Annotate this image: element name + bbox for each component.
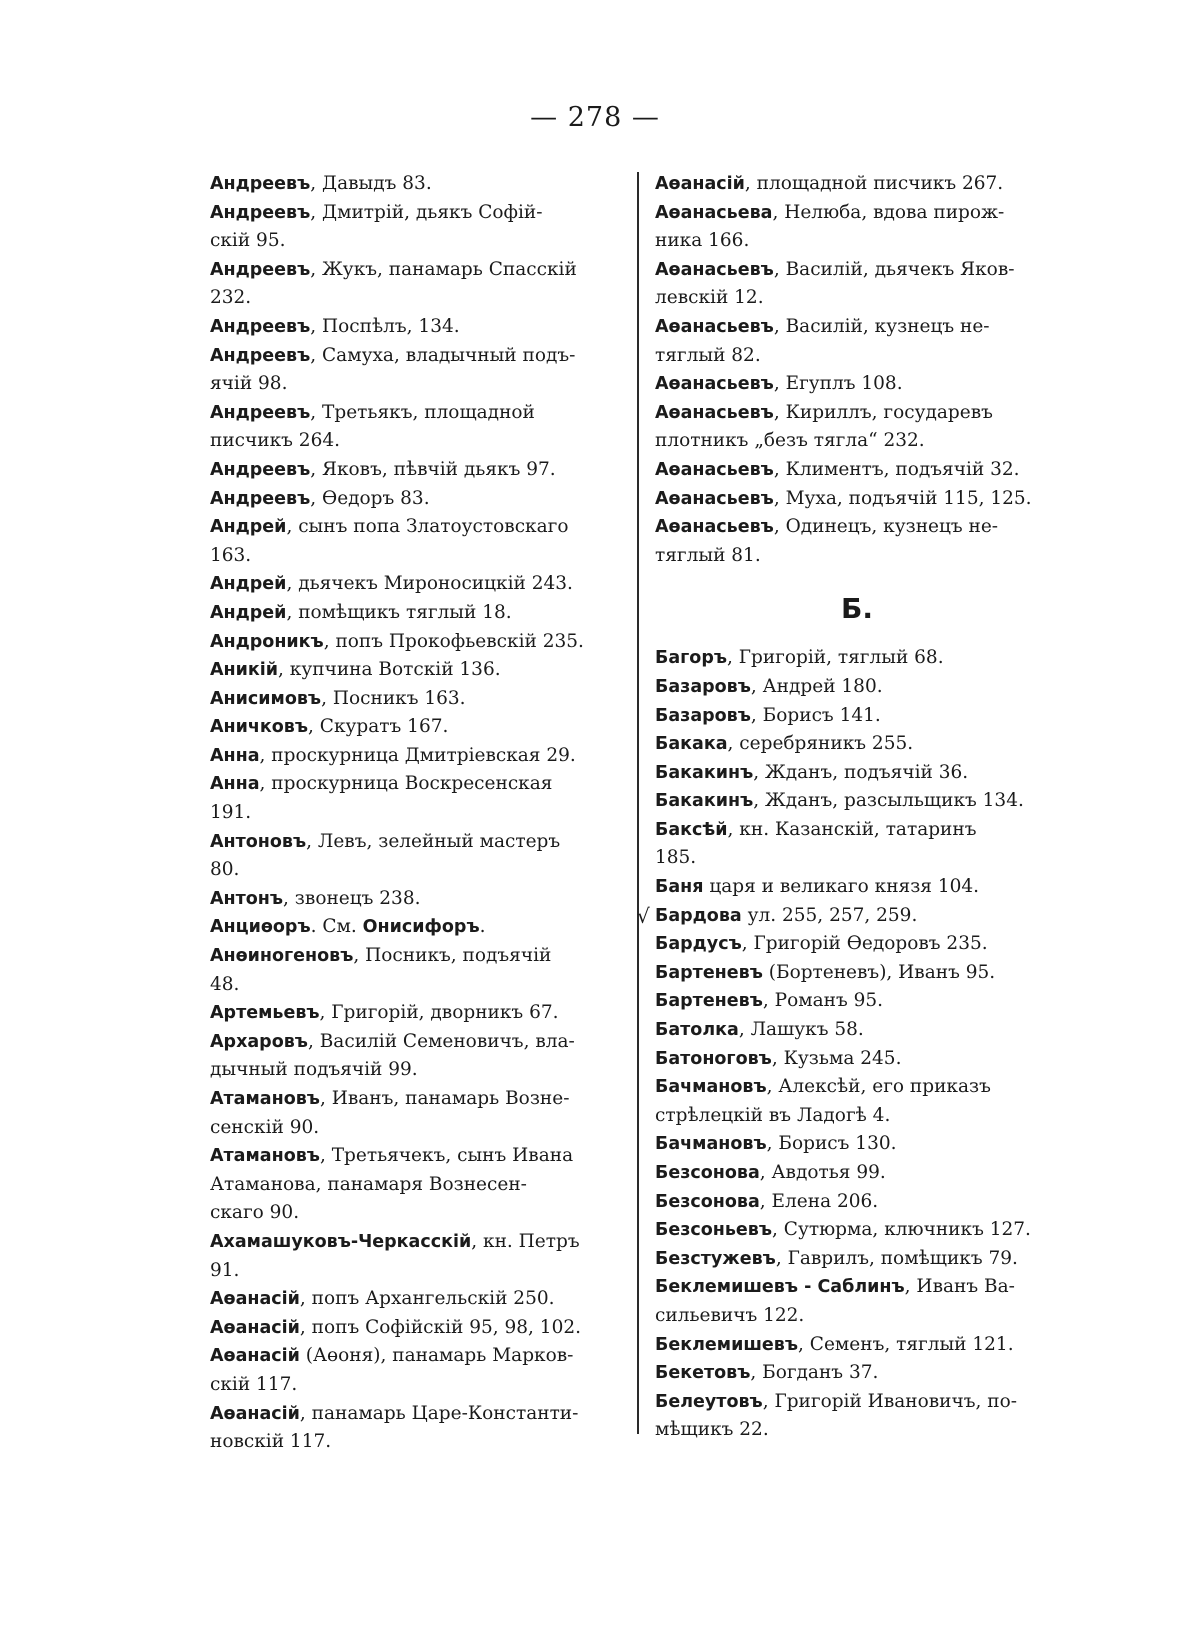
index-entry (210, 628, 618, 657)
index-entry (655, 1188, 1059, 1217)
entry-heading: Безсонова (655, 1163, 760, 1183)
entry-heading: Андреевъ (210, 316, 311, 337)
index-entry (210, 1142, 618, 1228)
entry-text: , Сутюрма, ключникъ 127. (772, 1219, 1031, 1241)
entry-heading: Андрей (210, 574, 287, 595)
entry-heading: Андреевъ (210, 259, 311, 280)
index-entry (210, 599, 618, 628)
entry-heading: Атамановъ (210, 1146, 320, 1167)
entry-text: , попъ Прокофьевскій 235. (323, 630, 584, 652)
entry-text: , площадной писчикъ 267. (744, 173, 1004, 194)
entry-heading: Безсоньевъ (655, 1220, 773, 1241)
entry-text: царя и великаго князя 104. (703, 876, 980, 898)
entry-text: , Василій, кузнецъ не- (773, 315, 990, 337)
entry-text: , кн. Казанскій, татаринъ (727, 818, 977, 840)
index-entry (655, 873, 1059, 902)
entry-heading: Бакакинъ (655, 762, 754, 783)
entry-text: (Бортеневъ), Иванъ 95. (762, 961, 996, 983)
entry-heading: Беклемишевъ (655, 1334, 799, 1355)
entry-continuation: 91. (210, 1259, 240, 1281)
index-entry (655, 759, 1059, 788)
index-entry (210, 713, 618, 742)
index-entry (210, 342, 618, 399)
entry-text: , серебряникъ 255. (727, 733, 914, 755)
entry-continuation: скій 95. (210, 230, 286, 252)
entry-heading: Андреевъ (210, 202, 311, 223)
index-entry (637, 902, 1059, 931)
entry-heading: Андреевъ (210, 488, 311, 509)
entry-text: , панамарь Царе-Константи- (299, 1402, 579, 1424)
index-entry (655, 170, 1059, 199)
entry-continuation: тяглый 82. (655, 344, 761, 366)
entry-heading: Ахамашуковъ-Черкасскій (210, 1231, 472, 1252)
entry-text: , Романъ 95. (762, 990, 884, 1012)
entry-heading: Аөанасьевъ (655, 459, 774, 480)
entry-text: , Жукъ, панамарь Спасскій (310, 258, 577, 280)
entry-heading: Бакакинъ (655, 791, 754, 812)
entry-text: (Аөоня), панамарь Марков- (299, 1345, 574, 1367)
entry-heading: Безсонова (655, 1191, 760, 1212)
entry-text: , Посникъ 163. (321, 687, 466, 709)
entry-heading: Анциөоръ (210, 917, 311, 938)
entry-text: , Дмитрій, дьякъ Софій- (310, 201, 543, 223)
entry-continuation: ника 166. (655, 230, 750, 252)
entry-text: , Жданъ, разсыльщикъ 134. (753, 790, 1024, 812)
entry-text: , Одинецъ, кузнецъ не- (773, 516, 999, 538)
index-entry (210, 999, 618, 1028)
index-entry (655, 730, 1059, 759)
entry-text: , Лашукъ 58. (738, 1019, 864, 1041)
index-entry (655, 399, 1059, 456)
entry-heading: Атамановъ (210, 1089, 320, 1109)
entry-continuation: 185. (655, 847, 697, 869)
check-mark: √ (637, 903, 650, 928)
entry-continuation: сенскій 90. (210, 1116, 320, 1138)
entry-text: , Григорій, дворникъ 67. (319, 1002, 559, 1024)
entry-heading: Базаровъ (655, 676, 751, 697)
entry-heading: Аничковъ (210, 717, 309, 738)
entry-continuation: 163. (210, 544, 252, 566)
entry-text: , Третьячекъ, сынъ Ивана (319, 1145, 574, 1167)
entry-text: , Иванъ, панамарь Возне- (319, 1088, 570, 1109)
entry-text: , Левъ, зелейный мастеръ (306, 830, 561, 852)
entry-heading: Анисимовъ (210, 688, 322, 709)
entry-heading: Аөанасій (210, 1403, 300, 1424)
index-entry (210, 199, 618, 256)
entry-heading: Аөанасій (655, 174, 745, 194)
index-entry (210, 1285, 618, 1314)
entry-text: , Поспѣлъ, 134. (310, 315, 460, 337)
index-entry (655, 1245, 1059, 1274)
entry-text: , Гаврилъ, помѣщикъ 79. (775, 1247, 1018, 1269)
entry-heading: Бартеневъ (655, 991, 763, 1012)
index-entry (655, 1388, 1059, 1445)
entry-heading: Баксѣй (655, 819, 728, 840)
entry-heading: Андроникъ (210, 631, 324, 652)
entry-text: , Василій Семеновичъ, вла- (307, 1030, 575, 1052)
index-entry (655, 513, 1059, 570)
entry-heading: Андрей (210, 517, 287, 538)
entry-heading: Анна (210, 774, 260, 795)
entry-heading: Багоръ (655, 648, 727, 669)
entry-heading: Антоновъ (210, 831, 307, 852)
entry-heading: Аөанасьевъ (655, 488, 774, 509)
index-entry (655, 930, 1059, 959)
index-entry (655, 485, 1059, 514)
index-entry (655, 987, 1059, 1016)
entry-text: . См. (310, 916, 363, 938)
entry-heading: Антонъ (210, 888, 284, 909)
index-entry (210, 742, 618, 771)
entry-continuation: писчикъ 264. (210, 430, 340, 452)
entry-heading: Архаровъ (210, 1031, 308, 1052)
entry-continuation: 232. (210, 287, 252, 309)
entry-text: , Посникъ, подъячій (353, 945, 552, 967)
entry-continuation: скаго 90. (210, 1202, 300, 1224)
entry-continuation: новскій 117. (210, 1431, 332, 1453)
entry-heading: Бардусъ (655, 934, 742, 955)
entry-heading: Аөанасій (210, 1289, 300, 1310)
entry-text: , помѣщикъ тяглый 18. (286, 601, 512, 623)
entry-heading: Аникій (210, 660, 279, 681)
entry-text: , Кириллъ, государевъ (773, 401, 993, 423)
index-entry (655, 313, 1059, 370)
index-entry (210, 513, 618, 570)
entry-continuation: ячій 98. (210, 373, 288, 395)
index-entry (655, 456, 1059, 485)
entry-heading: Беклемишевъ - Саблинъ (655, 1277, 905, 1298)
entry-heading: Андреевъ (210, 174, 311, 194)
entry-text: , Третьякъ, площадной (310, 401, 535, 423)
entry-text: , Григорій Ивановичъ, по- (762, 1390, 1017, 1412)
index-entry (655, 959, 1059, 988)
entry-text: , Кузьма 245. (771, 1047, 902, 1069)
entry-text: , Василій, дьячекъ Яков- (773, 258, 1015, 280)
entry-heading: Бакака (655, 734, 728, 755)
entry-heading: Батолка (655, 1020, 739, 1041)
entry-text: , Яковъ, пѣвчій дьякъ 97. (310, 458, 556, 480)
entry-heading: Аөанасьевъ (655, 316, 774, 337)
index-entry (210, 913, 618, 942)
index-entry (655, 1273, 1059, 1330)
index-entry (655, 816, 1059, 873)
entry-text: , Елена 206. (759, 1190, 879, 1212)
index-entry (210, 1400, 618, 1457)
index-entry (210, 313, 618, 342)
entry-heading: Андреевъ (210, 459, 311, 480)
entry-text: , Өедоръ 83. (310, 487, 430, 509)
entry-text: , сынъ попа Златоустовскаго (286, 516, 569, 538)
entry-text: , Жданъ, подъячій 36. (753, 761, 969, 783)
index-entry (655, 199, 1059, 256)
entry-heading: Аөанасьевъ (655, 374, 774, 395)
entry-heading: Бачмановъ (655, 1134, 767, 1155)
entry-continuation: стрѣлецкій въ Ладогѣ 4. (655, 1104, 891, 1126)
index-entry (210, 1342, 618, 1399)
entry-text: , попъ Софійскій 95, 98, 102. (299, 1316, 581, 1338)
index-entry (210, 1228, 618, 1285)
entry-continuation: 80. (210, 859, 240, 881)
index-entry (210, 170, 618, 199)
entry-heading: Аөанасьева (655, 202, 773, 223)
entry-text: , Климентъ, подъячій 32. (773, 458, 1020, 480)
index-entry (210, 828, 618, 885)
index-entry (210, 256, 618, 313)
right-column (637, 170, 1059, 1445)
entry-text: , Муха, подъячій 115, 125. (773, 487, 1032, 509)
entry-text: , проскурница Воскресенская (259, 773, 553, 795)
index-entry (655, 1016, 1059, 1045)
entry-tail: . (479, 916, 486, 938)
index-entry (655, 1159, 1059, 1188)
entry-text: , Скуратъ 167. (308, 716, 449, 738)
index-entry (655, 1331, 1059, 1360)
entry-continuation: левскій 12. (655, 287, 764, 309)
entry-text: , проскурница Дмитріевская 29. (259, 744, 576, 766)
entry-text: , Самуха, владычный подъ- (310, 344, 576, 366)
entry-heading: Аөанасьевъ (655, 259, 774, 280)
index-entry (210, 485, 618, 514)
entry-text: , Григорій, тяглый 68. (727, 647, 944, 669)
index-entry (210, 1028, 618, 1085)
column-divider (637, 172, 639, 1434)
section-letter: Б. (841, 592, 873, 626)
entry-heading: Артемьевъ (210, 1003, 320, 1024)
entry-text: ул. 255, 257, 259. (741, 904, 918, 926)
index-entry (210, 942, 618, 999)
index-entry (655, 1130, 1059, 1159)
entry-continuation: сильевичъ 122. (655, 1304, 805, 1326)
entry-heading: Андрей (210, 602, 287, 623)
entry-text: , кн. Петръ (471, 1230, 580, 1252)
index-entry (210, 1085, 618, 1142)
entry-heading: Аөанасьевъ (655, 517, 774, 538)
entry-heading: Бартеневъ (655, 962, 763, 983)
index-entry (655, 370, 1059, 399)
entry-continuation: тяглый 81. (655, 544, 761, 566)
entry-heading: Аөанасьевъ (655, 402, 774, 423)
entry-heading: Анөиногеновъ (210, 946, 354, 967)
index-entry (210, 456, 618, 485)
entry-text: , попъ Архангельскій 250. (299, 1288, 555, 1310)
entry-heading: Белеутовъ (655, 1391, 763, 1412)
index-entry (655, 1216, 1059, 1245)
index-entry (655, 1359, 1059, 1388)
entry-heading: Бардова (655, 905, 742, 926)
entry-text: , Борисъ 130. (766, 1133, 897, 1155)
entry-heading: Баня (655, 877, 704, 898)
entry-text: , звонецъ 238. (283, 887, 421, 909)
entry-text: , Богданъ 37. (750, 1362, 879, 1384)
entry-text: , Григорій Өедоровъ 235. (741, 933, 988, 955)
index-entry (655, 787, 1059, 816)
entry-text: , Нелюба, вдова пирож- (772, 201, 1005, 223)
left-column (210, 170, 618, 1457)
entry-text: , Егуплъ 108. (773, 373, 903, 395)
right-column-b-entries (637, 644, 1059, 1445)
entry-continuation: скій 117. (210, 1373, 298, 1395)
right-column-a-entries (655, 170, 1059, 570)
entry-heading: Аөанасій (210, 1346, 300, 1367)
index-entry (655, 1045, 1059, 1074)
entry-continuation: 191. (210, 802, 252, 824)
index-entry (655, 702, 1059, 731)
page-number: — 278 — (530, 102, 660, 133)
index-entry (210, 570, 618, 599)
entry-crossref: Онисифоръ (362, 917, 480, 938)
entry-heading: Безстужевъ (655, 1248, 776, 1269)
entry-heading: Батоноговъ (655, 1048, 772, 1069)
entry-text: , Семенъ, тяглый 121. (798, 1333, 1014, 1355)
entry-text: , Андрей 180. (750, 675, 883, 697)
entry-continuation: дычный подъячій 99. (210, 1059, 418, 1081)
index-entry (210, 885, 618, 914)
entry-text: , Алексѣй, его приказъ (766, 1076, 991, 1098)
index-entry (210, 656, 618, 685)
entry-continuation: 48. (210, 973, 240, 995)
entry-heading: Базаровъ (655, 705, 751, 726)
index-entry (655, 673, 1059, 702)
index-entry (210, 685, 618, 714)
entry-heading: Бачмановъ (655, 1077, 767, 1098)
entry-text: , Давыдъ 83. (310, 173, 432, 194)
index-entry (210, 770, 618, 827)
entry-text: , Авдотья 99. (759, 1162, 886, 1183)
entry-continuation: мѣщикъ 22. (655, 1419, 769, 1441)
index-entry (210, 399, 618, 456)
entry-heading: Андреевъ (210, 402, 311, 423)
entry-continuation: Атаманова, панамаря Вознесен- (210, 1173, 527, 1195)
entry-heading: Анна (210, 745, 260, 766)
entry-heading: Аөанасій (210, 1317, 300, 1338)
entry-text: , Борисъ 141. (750, 704, 881, 726)
index-entry (655, 644, 1059, 673)
entry-heading: Бекетовъ (655, 1363, 751, 1384)
entry-text: , дьячекъ Мироносицкій 243. (286, 573, 573, 595)
index-entry (210, 1314, 618, 1343)
entry-text: , Иванъ Ва- (904, 1276, 1015, 1298)
entry-text: , купчина Вотскій 136. (278, 659, 501, 681)
entry-heading: Андреевъ (210, 345, 311, 366)
entry-continuation: плотникъ „безъ тягла“ 232. (655, 430, 925, 452)
index-entry (655, 256, 1059, 313)
index-entry (655, 1073, 1059, 1130)
